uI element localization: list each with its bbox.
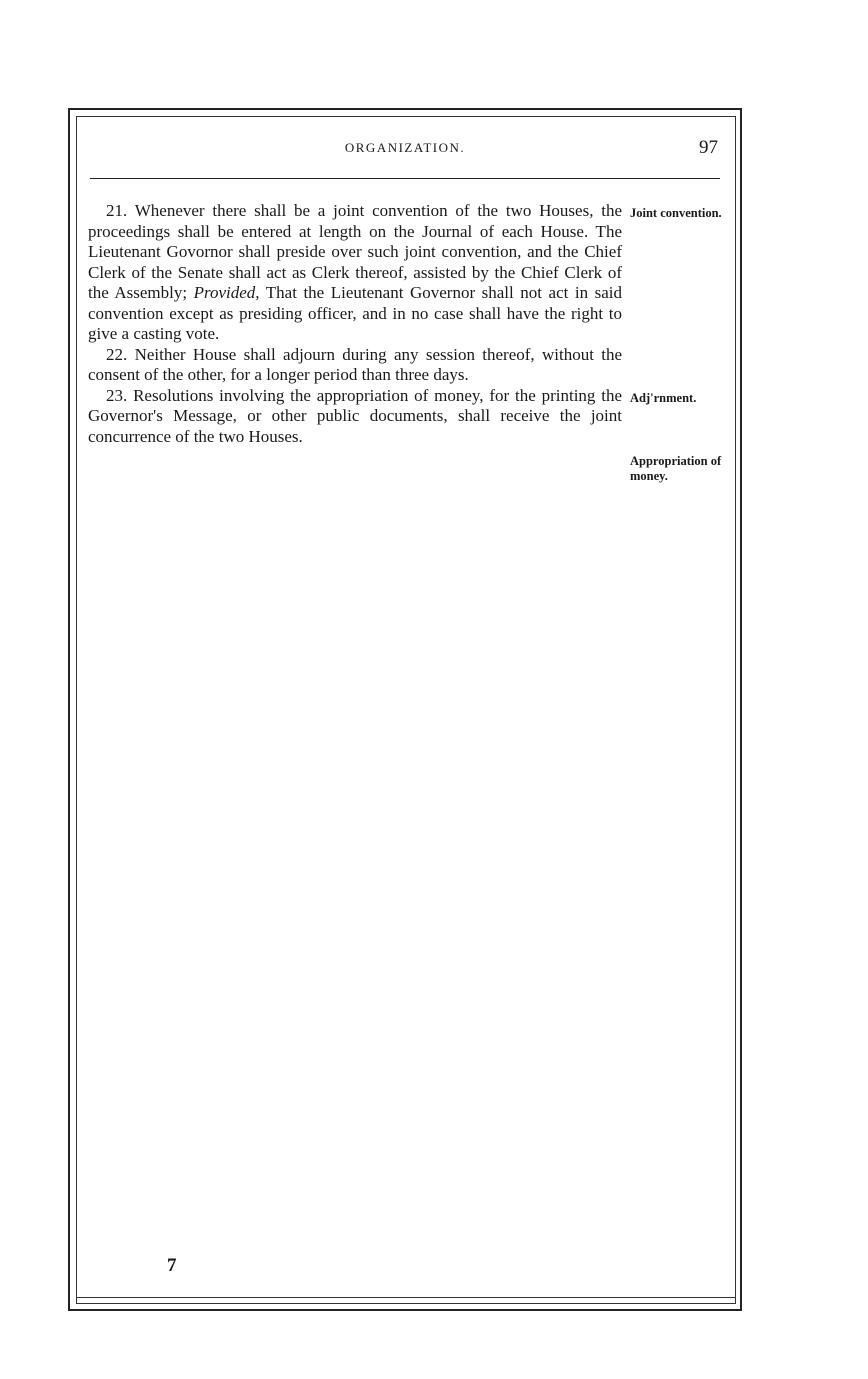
header-rule <box>90 178 720 179</box>
section-text-continued: That the Lieutenant Governor shall not act in said convention except as presiding officer, and in no case shall have the right to give a casting vote. <box>88 283 622 343</box>
section-21 <box>88 201 622 345</box>
bottom-rule <box>76 1297 736 1298</box>
margin-note-appropriation: Appropriation of money. <box>630 454 722 483</box>
section-number: 21. <box>106 201 128 220</box>
body-text <box>88 201 622 447</box>
signature-mark: 7 <box>167 1255 177 1276</box>
page-number: 97 <box>699 137 718 158</box>
section-22 <box>88 345 622 386</box>
section-text: Neither House shall adjourn during any session thereof, without the consent of the other, for a longer period than three days. <box>88 344 623 384</box>
section-number: 23. <box>106 385 128 405</box>
section-text: Resolutions involving the appropriation of money, for the printing the Governor's Message, or other public documents, shall receive the joint concurrence of the two Houses. <box>88 385 623 446</box>
running-title: ORGANIZATION. <box>344 140 466 155</box>
margin-note-joint-convention: Joint convention. <box>630 206 722 220</box>
margin-note-adjournment: Adj'rnment. <box>630 391 697 405</box>
proviso-word: Provided, <box>193 283 260 302</box>
section-text: Whenever there shall be a joint convention of the two Houses, the proceedings shall be entered at length on the Journal of each House. The Lieutenant Govornor shall preside over such joint convention, and the Chief Clerk of the Senate shall act as Clerk thereof, assisted by the Chief Clerk of the Assembly; <box>88 201 622 302</box>
running-head <box>90 137 720 161</box>
section-23 <box>88 386 622 448</box>
section-number: 22. <box>106 344 128 364</box>
